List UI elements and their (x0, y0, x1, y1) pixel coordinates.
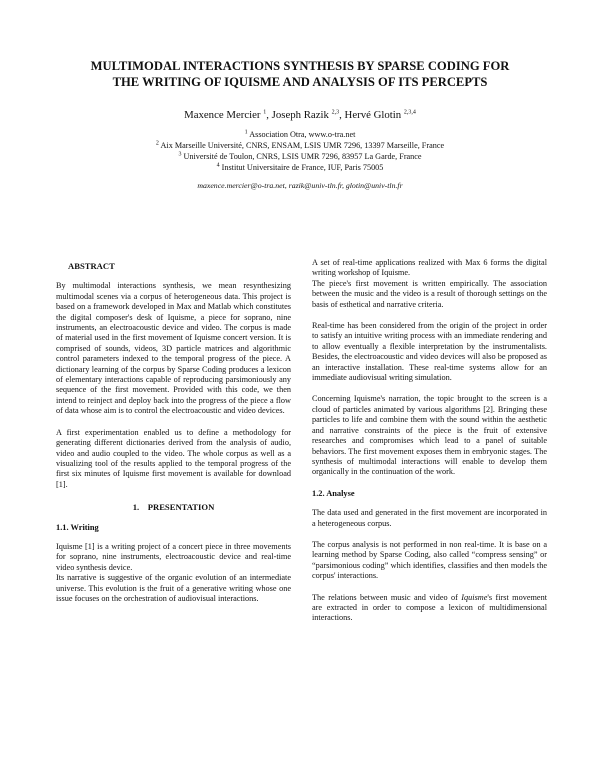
paper-title (40, 58, 560, 90)
abstract-paragraph: A first experimentation enabled us to define a methodology for generating different dictionaries derived from the analysis of audio, video and audio coupled to the video. The whole corpus as well as a visualizing tool of the results applied to the temporal progress of the first six minutes of Iquisme first movement is available for download [1]. (56, 427, 291, 489)
affiliations (40, 129, 560, 173)
author-name: Maxence Mercier (184, 109, 261, 121)
affil-text: Université de Toulon, CNRS, LSIS UMR 7296, 83957 La Garde, France (183, 152, 422, 161)
affiliation-line (40, 151, 560, 162)
italic-title: Iquisme (461, 592, 488, 602)
affil-text: Association Otra, www.o-tra.net (249, 130, 356, 139)
body-paragraph: Its narrative is suggestive of the organic evolution of an intermediate universe. This evolution is the fruit of a generative writing whose one issue focuses on the orchestration of audiovisual interactions. (56, 573, 291, 603)
author-name: Hervé Glotin (344, 109, 402, 121)
left-column (56, 258, 291, 604)
body-paragraph: Real-time has been considered from the origin of the project in order to satisfy an intuitive writing process with an immediate rendering and to allow eventually a flexible interpretation by the instrumentalists. Besides, the electroacoustic and video devices will also be proposed as an interactive installation. These real-time systems allow for an immediate audiovisual writing simulation. (312, 321, 547, 383)
text-run: 's first movement are extracted in order to compose a lexicon of multidimensional interactions. (312, 592, 547, 623)
text-run: The relations between music and video of (312, 592, 462, 602)
affiliation-line (40, 140, 560, 151)
author-affil-mark: 1 (263, 109, 267, 116)
abstract-heading: ABSTRACT (68, 261, 115, 271)
affil-mark: 3 (178, 151, 182, 158)
title-line-1: MULTIMODAL INTERACTIONS SYNTHESIS BY SPARSE CODING FOR (90, 59, 510, 73)
author-emails: maxence.mercier@o-tra.net, razik@univ-tln.fr, glotin@univ-tln.fr (197, 181, 403, 190)
affil-text: Institut Universitaire de France, IUF, Paris 75005 (221, 163, 384, 172)
author-name: Joseph Razik (271, 109, 329, 121)
affil-mark: 4 (216, 162, 220, 169)
abstract-paragraph: By multimodal interactions synthesis, we mean resynthesizing multimodal scenes via a corpus of heterogeneous data. This project is based on a framework developed in Max and Matlab which constitutes the digital composer's desk of Iquisme, a piece for soprano, nine instruments, an electroacoustic device and video. The corpus is made of material used in the first movement of Iquisme concert version. It is comprised of sounds, videos, 3D particle matrices and algorithmic control parameters indexed to the temporal progress of the piece. A dictionary learning of the corpus by Sparse Coding produces a lexicon of elementary interactions capable of reproducing parsimoniously any sequence of the first movement. Provided with this code, we then intend to reinject and deploy back into the progress of the piece a flow of data whose aim is to control the electroacoustic and video devices. (56, 281, 291, 416)
author-affil-mark: 2,3 (331, 109, 340, 116)
body-paragraph: Iquisme [1] is a writing project of a concert piece in three movements for soprano, nine instruments, electroacoustic device and real-time video synthesis device. (56, 541, 291, 572)
affiliation-line (40, 162, 560, 173)
affiliation-line (40, 129, 560, 140)
body-paragraph: A set of real-time applications realized with Max 6 forms the digital writing workshop of Iquisme. (312, 258, 547, 278)
body-paragraph (312, 593, 547, 624)
author-affil-mark: 2,3,4 (403, 109, 416, 116)
right-column (312, 258, 547, 635)
author-list: Maxence Mercier $^1$, Joseph Razik $^{2,3}$, Hervé Glotin $^{2,3,4}$ (184, 109, 416, 121)
body-paragraph: The data used and generated in the first movement are incorporated in a heterogeneous corpus. (312, 508, 547, 528)
affil-mark: 1 (244, 129, 248, 136)
section-heading-presentation: 1. PRESENTATION (132, 502, 215, 513)
subsection-heading-writing: 1.1. Writing (56, 522, 99, 532)
title-line-2: THE WRITING OF IQUISME AND ANALYSIS OF ITS PERCEPTS (112, 75, 488, 89)
body-paragraph: The piece's first movement is written empirically. The association between the music and the video is a result of thorough settings on the basis of esthetical and narrative criteria. (312, 278, 547, 309)
affil-mark: 2 (155, 140, 159, 147)
body-paragraph: Concerning Iquisme's narration, the topic brought to the screen is a cloud of particles animated by various algorithms [2]. Bringing these particles to life and combine them with the sound within the aesthetic and narrative constraints of the piece is the fruit of extensive researches and compromises which lead to a panel of suitable behaviors. The first movement exposes them in embryonic stages. The synthesis of multimodal interactions will enable to develop them organically in the continuation of the work. (312, 394, 547, 477)
body-paragraph: The corpus analysis is not performed in non real-time. It is base on a learning method by Sparse Coding, also called “compress sensing” or “parsimonious coding” which identifies, classifies and then models the corpus' interactions. (312, 539, 547, 581)
affil-text: Aix Marseille Université, CNRS, ENSAM, LSIS UMR 7296, 13397 Marseille, France (160, 141, 445, 150)
subsection-heading-analyse: 1.2. Analyse (312, 488, 355, 498)
